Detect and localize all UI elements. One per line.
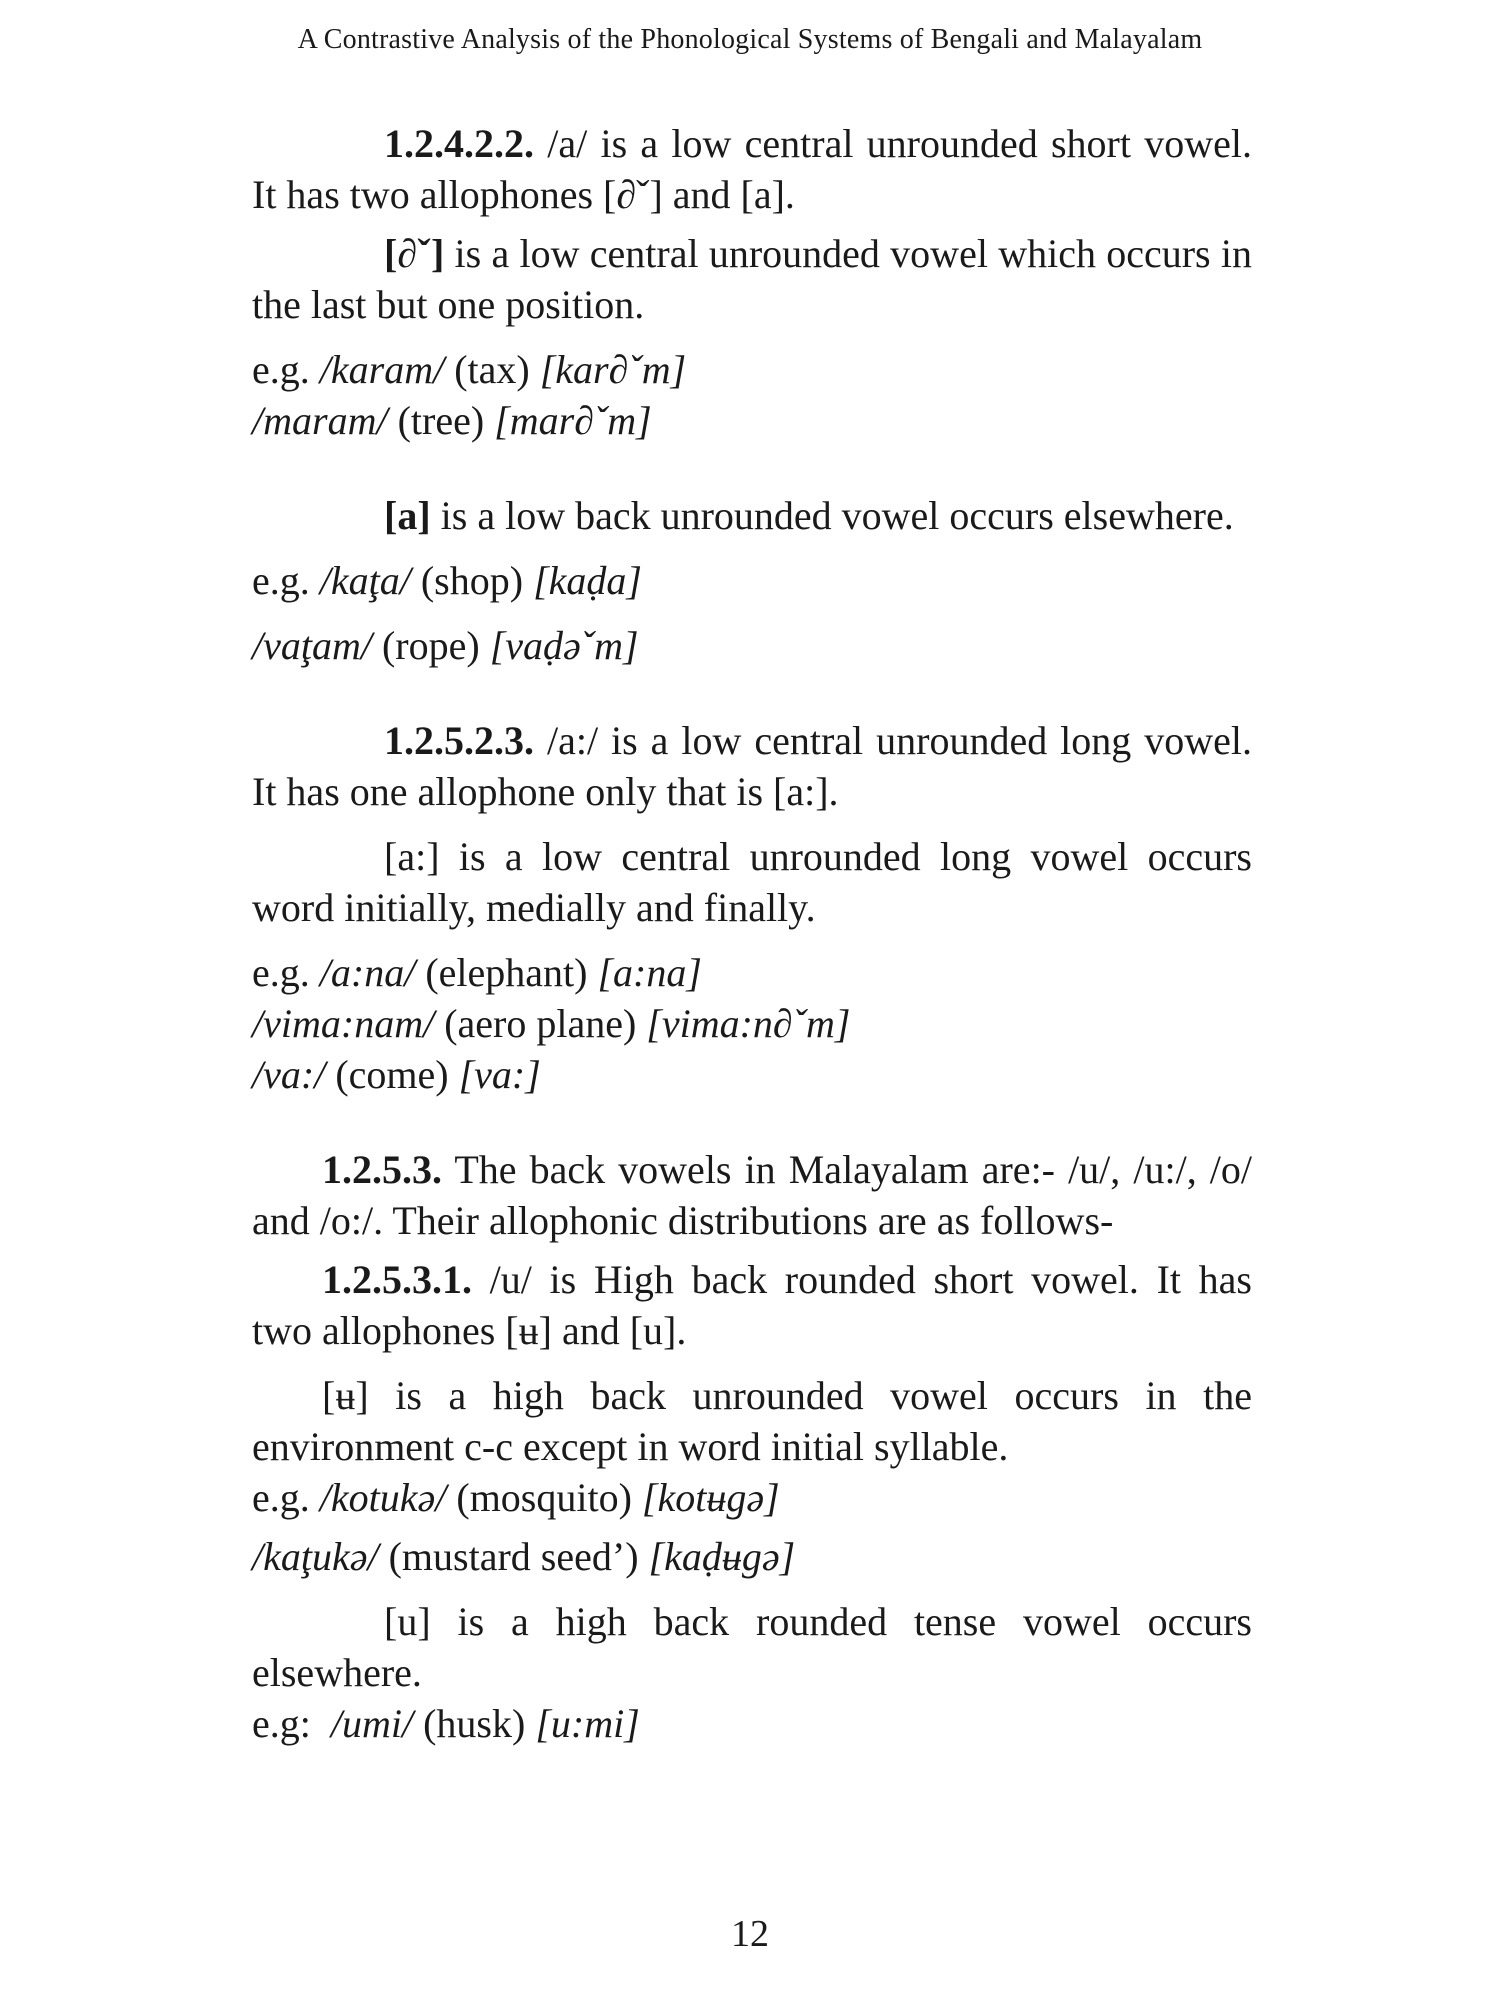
para-1-2-5-3-1: 1.2.5.3.1. /u/ is High back rounded short vowel. It has two allophones [ʉ] and [u]. <box>252 1257 1252 1353</box>
section-number: 1.2.5.3. <box>322 1147 442 1192</box>
example-line: /maram/ (tree) [mar∂ˇm] <box>252 398 652 443</box>
allophone-desc: [∂ˇ] is a low central unrounded vowel which occurs in the last but one position. <box>252 231 1252 327</box>
example-line: e.g. /karam/ (tax) [kar∂ˇm] <box>252 347 687 392</box>
allophone-desc: [a] is a low back unrounded vowel occurs elsewhere. <box>384 493 1234 538</box>
example-line: e.g. /kaţa/ (shop) [kaḍa] <box>252 558 642 603</box>
example-line: e.g. /kotukə/ (mosquito) [kotʉgə] <box>252 1475 780 1520</box>
para-1-2-4-2-2: 1.2.4.2.2. /a/ is a low central unrounded short vowel. It has two allophones [∂ˇ] and [a]. <box>252 121 1252 217</box>
section-number: 1.2.4.2.2. <box>384 121 534 166</box>
allophone-symbol: [a] <box>384 493 431 538</box>
allophone-desc: [ʉ] is a high back unrounded vowel occurs in the environment c-c except in word initial syllable. <box>252 1373 1252 1469</box>
para-1-2-5-3: 1.2.5.3. The back vowels in Malayalam are:- /u/, /u:/, /o/ and /o:/. Their allophonic distributions are as follows- <box>252 1147 1252 1243</box>
allophone-symbol: [∂ˇ] <box>384 231 445 276</box>
section-number: 1.2.5.3.1. <box>322 1257 472 1302</box>
example-line: /kaţukə/ (mustard seed’) [kaḍʉgə] <box>252 1534 796 1579</box>
example-line: e.g: /umi/ (husk) [u:mi] <box>252 1701 640 1746</box>
allophone-desc: [u] is a high back rounded tense vowel occurs elsewhere. <box>252 1599 1252 1695</box>
example-line: /vima:nam/ (aero plane) [vima:n∂ˇm] <box>252 1001 851 1046</box>
page-number: 12 <box>731 1913 769 1955</box>
section-number: 1.2.5.2.3. <box>384 718 534 763</box>
running-header: A Contrastive Analysis of the Phonological Systems of Bengali and Malayalam <box>297 24 1203 55</box>
allophone-desc: [a:] is a low central unrounded long vowel occurs word initially, medially and finally. <box>252 834 1252 930</box>
example-line: e.g. /a:na/ (elephant) [a:na] <box>252 950 702 995</box>
para-1-2-5-2-3: 1.2.5.2.3. /a:/ is a low central unrounded long vowel. It has one allophone only that is [a:]. <box>252 718 1252 814</box>
example-line: /va:/ (come) [va:] <box>252 1052 541 1097</box>
page-body <box>252 118 1252 1749</box>
example-line: /vaţam/ (rope) [vaḍəˇm] <box>252 623 639 668</box>
